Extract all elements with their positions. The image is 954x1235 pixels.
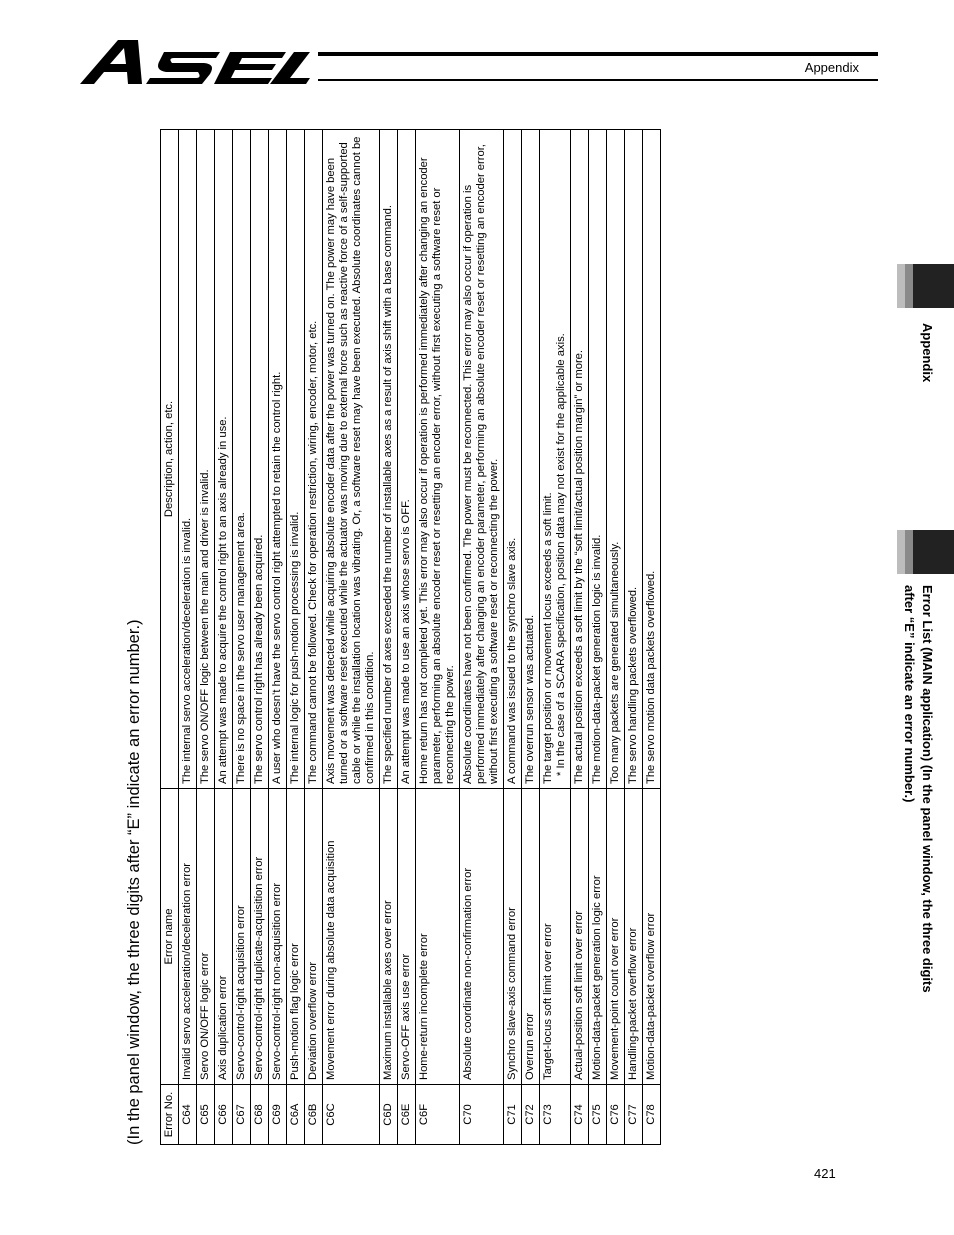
table-row — [233, 130, 251, 1145]
error-description-text: A user who doesn’t have the servo control right attempted to retain the control right. — [271, 371, 283, 784]
side-thumb-tab-2 — [897, 530, 954, 574]
error-name: Handling-packet overflow error — [625, 789, 643, 1085]
error-description — [287, 130, 305, 789]
error-description — [625, 130, 643, 789]
error-description — [179, 130, 197, 789]
asel-logo — [80, 38, 310, 86]
error-description-text: The servo ON/OFF logic between the main and driver is invalid. — [199, 469, 211, 784]
error-code: C66 — [215, 1085, 233, 1145]
error-description — [589, 130, 607, 789]
error-name: Absolute coordinate non-confirmation error — [460, 789, 504, 1085]
error-name: Synchro slave-axis command error — [504, 789, 522, 1085]
error-description — [571, 130, 589, 789]
error-description-text: The motion-data-packet generation logic is invalid. — [591, 534, 603, 784]
error-code: C6E — [398, 1085, 416, 1145]
error-description — [460, 130, 504, 789]
error-description — [380, 130, 398, 789]
error-description — [305, 130, 323, 789]
side-appendix-label: Appendix — [920, 323, 935, 383]
error-code: C75 — [589, 1085, 607, 1145]
error-code: C72 — [522, 1085, 540, 1145]
table-row — [305, 130, 323, 1145]
error-description-text: The internal logic for push-motion processing is invalid. — [289, 511, 301, 784]
error-code: C77 — [625, 1085, 643, 1145]
error-code: C6A — [287, 1085, 305, 1145]
header-description: Description, action, etc. — [161, 130, 179, 789]
error-name: Actual-position soft limit over error — [571, 789, 589, 1085]
error-name: Servo-control-right duplicate-acquisition error — [251, 789, 269, 1085]
error-code: C64 — [179, 1085, 197, 1145]
error-description-text: The servo handling packets overflowed. — [627, 586, 639, 784]
table-header-row — [161, 130, 179, 1145]
error-name: Maximum installable axes over error — [380, 789, 398, 1085]
error-name: Home-return incomplete error — [416, 789, 460, 1085]
error-description — [643, 130, 661, 789]
table-row — [589, 130, 607, 1145]
error-description-text: Too many packets are generated simultaneously. — [609, 541, 621, 784]
rotated-content — [120, 130, 847, 1145]
table-row — [416, 130, 460, 1145]
error-description — [607, 130, 625, 789]
error-code: C68 — [251, 1085, 269, 1145]
error-code: C65 — [197, 1085, 215, 1145]
table-row — [287, 130, 305, 1145]
error-description-text: The command cannot be followed. Check for operation restriction, wiring, encoder, motor, etc. — [307, 320, 319, 784]
error-name: Movement error during absolute data acquisition — [323, 789, 380, 1085]
error-description-text: The actual position exceeds a soft limit by the “soft limit/actual position margin” or more. — [573, 349, 585, 784]
error-name: Servo ON/OFF logic error — [197, 789, 215, 1085]
table-row — [540, 130, 571, 1145]
table-row — [179, 130, 197, 1145]
error-description-text: The overrun sensor was actuated. — [524, 614, 536, 784]
error-name: Deviation overflow error — [305, 789, 323, 1085]
table-row — [643, 130, 661, 1145]
page-number: 421 — [814, 1166, 836, 1181]
table-row — [269, 130, 287, 1145]
error-name: Servo-control-right non-acquisition error — [269, 789, 287, 1085]
error-table — [160, 129, 661, 1145]
error-description — [416, 130, 460, 789]
header-error-name: Error name — [161, 789, 179, 1085]
error-description — [504, 130, 522, 789]
error-description-text: There is no space in the servo user management area. — [235, 512, 247, 784]
error-code: C6C — [323, 1085, 380, 1145]
table-row — [215, 130, 233, 1145]
header-rule — [318, 52, 878, 56]
error-code: C6D — [380, 1085, 398, 1145]
error-description — [398, 130, 416, 789]
error-code: C6B — [305, 1085, 323, 1145]
error-name: Push-motion flag logic error — [287, 789, 305, 1085]
error-name: Motion-data-packet generation logic error — [589, 789, 607, 1085]
header-rule-thin — [318, 79, 878, 81]
error-description — [197, 130, 215, 789]
error-description-text: The servo control right has already been acquired. — [253, 534, 265, 784]
side-thumb-tab — [897, 264, 954, 308]
table-row — [323, 130, 380, 1145]
error-description-text: Home return has not completed yet. This error may also occur if operation is performed immediately after changing an encoder parameter, performing an absolute encoder reset or resetting an encoder error, without first executing a software reset or reconnecting the power. — [418, 157, 456, 784]
table-row — [398, 130, 416, 1145]
error-name: Overrun error — [522, 789, 540, 1085]
error-code: C74 — [571, 1085, 589, 1145]
error-code: C70 — [460, 1085, 504, 1145]
table-row — [197, 130, 215, 1145]
error-name: Servo-control-right acquisition error — [233, 789, 251, 1085]
error-name: Invalid servo acceleration/deceleration error — [179, 789, 197, 1085]
table-row — [625, 130, 643, 1145]
error-code: C76 — [607, 1085, 625, 1145]
header-section-label: Appendix — [804, 60, 859, 75]
error-description — [233, 130, 251, 789]
error-description-text: The internal servo acceleration/deceleration is invalid. — [181, 517, 193, 784]
table-row — [522, 130, 540, 1145]
error-name: Movement-point count over error — [607, 789, 625, 1085]
error-description — [522, 130, 540, 789]
table-row — [571, 130, 589, 1145]
page-subtitle: (In the panel window, the three digits after “E” indicate an error number.) — [125, 619, 143, 1145]
error-code: C69 — [269, 1085, 287, 1145]
error-description — [251, 130, 269, 789]
table-row — [460, 130, 504, 1145]
error-name: Axis duplication error — [215, 789, 233, 1085]
error-name: Motion-data-packet overflow error — [643, 789, 661, 1085]
error-description — [269, 130, 287, 789]
error-name: Servo-OFF axis use error — [398, 789, 416, 1085]
error-description-text: Absolute coordinates have not been confirmed. The power must be reconnected. This error may also occur if operation is performed immediately after changing an encoder parameter, performing an absolute encoder reset or resetting an encoder error, without first executing a software reset or reconnecting the power. — [462, 144, 500, 784]
error-description — [540, 130, 571, 789]
table-row — [607, 130, 625, 1145]
error-description-text: The target position or movement locus exceeds a soft limit. — [542, 492, 554, 784]
error-description — [323, 130, 380, 789]
error-code: C71 — [504, 1085, 522, 1145]
error-description-note: * In the case of a SCARA specification, position data may not exist for the applicable axis. — [555, 333, 567, 776]
error-code: C67 — [233, 1085, 251, 1145]
error-code: C78 — [643, 1085, 661, 1145]
error-description-text: A command was issued to the synchro slave axis. — [506, 537, 518, 784]
table-row — [380, 130, 398, 1145]
header-error-no: Error No. — [161, 1085, 179, 1145]
error-code: C6F — [416, 1085, 460, 1145]
error-name: Target-locus soft limit over error — [540, 789, 571, 1085]
table-row — [504, 130, 522, 1145]
error-description-text: An attempt was made to acquire the control right to an axis already in use. — [217, 416, 229, 784]
error-description-text: The specified number of axes exceeded the number of installable axes as a result of axis shift with a base command. — [382, 205, 394, 784]
error-code: C73 — [540, 1085, 571, 1145]
table-row — [251, 130, 269, 1145]
side-error-list-title: Error List (MAIN application) (In the panel window, the three digits after “E” indicate an error number.) — [902, 585, 935, 993]
error-description-text: An attempt was made to use an axis whose servo is OFF. — [400, 499, 412, 784]
error-description-text: The servo motion data packets overflowed. — [645, 570, 657, 784]
error-description-text: Axis movement was detected while acquiring absolute encoder data after the power was turned on. The power may have been turned or a software reset executed while the actuator was moving due to external force such as reactive force of a self-supported cable or while the installation location was vibrating. Or, a software reset may have been executed. Absolute coordinates cannot be confirmed in this condition. — [325, 136, 376, 784]
error-description — [215, 130, 233, 789]
